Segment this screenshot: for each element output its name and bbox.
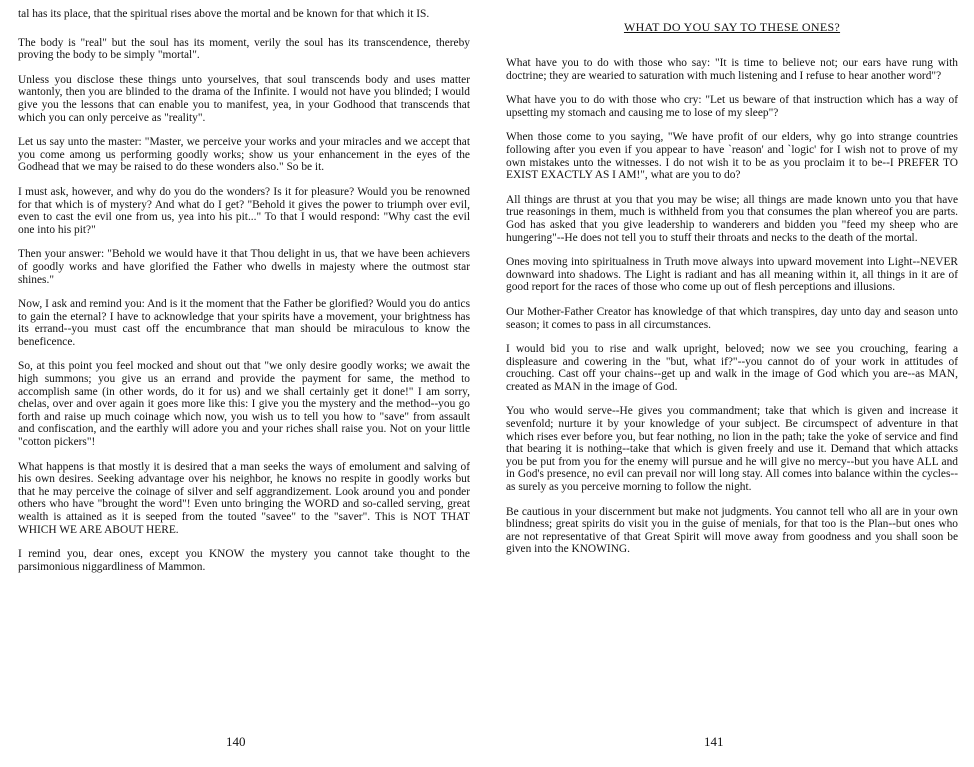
right-paragraph: Our Mother-Father Creator has knowledge of that which transpires, day unto day and season unto season; it comes to pass in all circumstances.	[506, 305, 958, 331]
right-paragraph: When those come to you saying, "We have profit of our elders, why go into strange countries following after you even if you appear to have `reason' and `logic' for I wish not to prove of my own mistakes unto the witnesses. I do not wish it to be as you proclaim it to be--I PREFER TO EXIST EXACTLY AS I AM!", what are you to do?	[506, 131, 958, 182]
right-paragraph: All things are thrust at you that you may be wise; all things are made known unto you that have true reasonings in them, much is withheld from you that consumes the plan whereof you are parts. God has asked that you give leadership to wanderers and bidden you "feed my sheep who are hungering"--He does not tell you to stuff their throats and necks to the death of the mortal.	[506, 193, 958, 244]
left-paragraph: Let us say unto the master: "Master, we perceive your works and your miracles and we accept that you come among us performing goodly works; show us your enhancement in the eyes of the Godhead that we may be raised to do these wonders also." So be it.	[18, 136, 470, 174]
right-paragraph: Be cautious in your discernment but make not judgments. You cannot tell who all are in your own blindness; great spirits do visit you in the guise of menials, for that too is the Plan--but ones who are not representative of that Great Spirit will move away from goodness and you shall soon be given into the KNOWING.	[506, 505, 958, 556]
left-paragraph: What happens is that mostly it is desired that a man seeks the ways of emolument and salving of his own desires. Seeking advantage over his neighbor, he knows no respite in goodly works but that he may perceive the coinage of silver and self aggrandizement. Look around you and ponder others who have "brought the word"! Even unto bringing the WORD and so-called serving, great wealth is attained as it is seeped from the touted "savee" to the "saver". This is NOT THAT WHICH WE ARE ABOUT HERE.	[18, 460, 470, 536]
left-paragraph: Now, I ask and remind you: And is it the moment that the Father be glorified? Would you do antics to gain the eternal? I have to acknowledge that your spirits have a movement, your brightness has its errand--you must cast off the encumbrance that man should be miraculous to know the beneficence.	[18, 298, 470, 348]
left-paragraph: Unless you disclose these things unto yourselves, that soul transcends body and uses matter wantonly, then you are blinded to the drama of the Infinite. I would not have you blinded; I would give you the lessons that can enable you to manifest, yea, in your Godhood that transcends that which you can only perceive as "reality".	[18, 73, 470, 124]
right-paragraph: What have you to do with those who cry: "Let us beware of that instruction which has a way of upsetting my stomach and causing me to lose of my sleep"?	[506, 94, 958, 119]
left-page-number: 140	[226, 734, 246, 749]
left-paragraph: I remind you, dear ones, except you KNOW the mystery you cannot take thought to the parsimonious niggardliness of Mammon.	[18, 548, 470, 573]
right-page-number: 141	[704, 734, 724, 749]
left-page-text	[18, 8, 470, 748]
section-heading: WHAT DO YOU SAY TO THESE ONES?	[623, 20, 841, 34]
right-paragraph: I would bid you to rise and walk upright, beloved; now we see you crouching, fearing a displeasure and cowering in the "but, what if?"--you cannot do of your work in attitudes of crouching. Cast off your chains--get up and walk in the image of God which you are--as MAN, created as MAN in the image of God.	[506, 343, 958, 393]
left-paragraph: So, at this point you feel mocked and shout out that "we only desire goodly works; we await the high summons; you give us an errand and provide the payment for same, the method to accomplish same (in other words, do it for us) and we shall certainly get it done!" I am sorry, chelas, over and over again it goes more like this: I give you the mystery and the method--you go forth and raise up much coinage which now, you wish us to tell you how to "save" from assault and confiscation, and the earthly will adore you and your riches shall raise you. Not on your little "cotton pickers"!	[18, 360, 470, 449]
left-paragraph: tal has its place, that the spiritual rises above the mortal and be known for that which it IS.	[18, 8, 430, 20]
left-paragraph: The body is "real" but the soul has its moment, verily the soul has its transcendence, thereby proving the body to be simply "mortal".	[18, 36, 470, 62]
right-page-text	[506, 8, 958, 748]
left-paragraph: I must ask, however, and why do you do the wonders? Is it for pleasure? Would you be renowned for that which is of mystery? And what do I get? "Behold it gives the power to triumph over evil, even to cast the evil one from us, yea into his pit..." To that I would respond: "Why cast the evil one into his pit?"	[18, 185, 470, 236]
left-paragraph: Then your answer: "Behold we would have it that Thou delight in us, that we have been achievers of goodly works and have glorified the Father who dwells in majesty where the outmost star shines."	[18, 248, 470, 286]
right-paragraph: Ones moving into spiritualness in Truth move always into upward movement into Light--NEVER downward into shadows. The Light is radiant and has all meaning within it, all things in it are of good report for the races of those who come up out of flesh perceptions and illusions.	[506, 256, 958, 294]
right-paragraph: What have you to do with those who say: "It is time to believe not; our ears have rung with doctrine; they are wearied to saturation with much listening and I refuse to hear another word"?	[506, 57, 958, 82]
right-paragraph: You who would serve--He gives you commandment; take that which is given and increase it sevenfold; nurture it by your knowledge of your subject. Be circumspect of adventure in that which rises ever before you, but fear nothing, no lion in the path; take the yoke of service and find that bearing it is nothing--take that which is given freely and use it. Demand that which attacks you be put from you for the enemy will pursue and he will give no mercy--but you have ALL and in God's presence, no evil can prevail nor will long stay. All comes into balance within the cycles--as surely as you perceive morning to follow the night.	[506, 405, 958, 494]
